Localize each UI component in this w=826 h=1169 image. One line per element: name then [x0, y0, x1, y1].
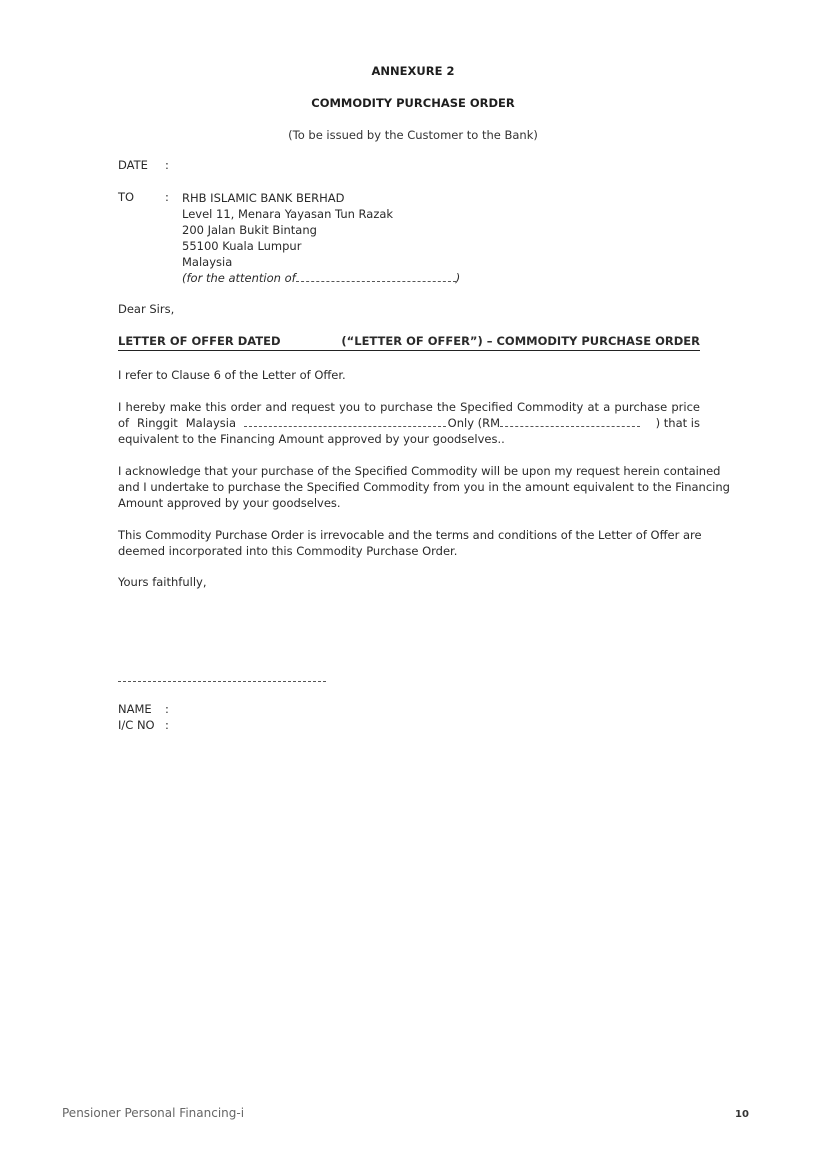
date-colon: : — [165, 158, 169, 172]
closing: Yours faithfully, — [118, 575, 207, 589]
document-title: COMMODITY PURCHASE ORDER — [311, 96, 515, 110]
attention-blank[interactable] — [296, 271, 456, 282]
ic-label: I/C NO — [118, 718, 155, 732]
attention-prefix: (for the attention of — [182, 271, 296, 285]
to-colon: : — [165, 190, 169, 204]
ic-colon: : — [165, 718, 169, 732]
subject-left: LETTER OF OFFER DATED — [118, 334, 281, 348]
only-rm-label: Only (RM — [447, 416, 501, 430]
document-subtitle: (To be issued by the Customer to the Bank) — [288, 128, 538, 142]
paragraph-line: Amount approved by your goodselves. — [118, 496, 341, 510]
paragraph-line: equivalent to the Financing Amount approved by your goodselves.. — [118, 432, 505, 446]
address-line: RHB ISLAMIC BANK BERHAD — [182, 191, 345, 205]
subject-line — [118, 334, 700, 351]
paragraph-3 — [118, 463, 730, 511]
address-line: 200 Jalan Bukit Bintang — [182, 223, 317, 237]
paragraph-line: deemed incorporated into this Commodity Purchase Order. — [118, 544, 458, 558]
recipient-address — [182, 190, 460, 286]
page-number: 10 — [735, 1109, 749, 1120]
salutation: Dear Sirs, — [118, 302, 175, 316]
paragraph-2 — [118, 399, 700, 447]
paragraph-4 — [118, 527, 700, 559]
paragraph-line: and I undertake to purchase the Specified Commodity from you in the amount equivalent to the Financing — [118, 480, 730, 494]
address-line: Malaysia — [182, 255, 233, 269]
attention-suffix: ) — [455, 271, 461, 285]
to-label: TO — [118, 190, 135, 204]
address-line: 55100 Kuala Lumpur — [182, 239, 302, 253]
annexure-label: ANNEXURE 2 — [371, 64, 455, 78]
paragraph-line: I acknowledge that your purchase of the Specified Commodity will be upon my request herein contained — [118, 464, 721, 478]
name-label: NAME — [118, 702, 152, 716]
paragraph-line — [118, 415, 700, 431]
signature-line[interactable] — [118, 681, 326, 682]
ringgit-label: of Ringgit Malaysia — [118, 416, 236, 430]
amount-words-blank[interactable] — [244, 416, 446, 427]
attention-line — [182, 270, 460, 286]
amount-rm-blank[interactable] — [500, 416, 640, 427]
that-is-label: ) that is — [655, 416, 700, 430]
date-label: DATE — [118, 158, 148, 172]
paragraph-line: I hereby make this order and request you to purchase the Specified Commodity at a purchase price — [118, 400, 700, 414]
subject-right: (“LETTER OF OFFER”) – COMMODITY PURCHASE ORDER — [341, 334, 700, 348]
paragraph-1: I refer to Clause 6 of the Letter of Offer. — [118, 368, 346, 382]
footer-product: Pensioner Personal Financing-i — [62, 1106, 245, 1120]
name-colon: : — [165, 702, 169, 716]
address-line: Level 11, Menara Yayasan Tun Razak — [182, 207, 394, 221]
paragraph-line: This Commodity Purchase Order is irrevocable and the terms and conditions of the Letter of Offer are — [118, 528, 702, 542]
